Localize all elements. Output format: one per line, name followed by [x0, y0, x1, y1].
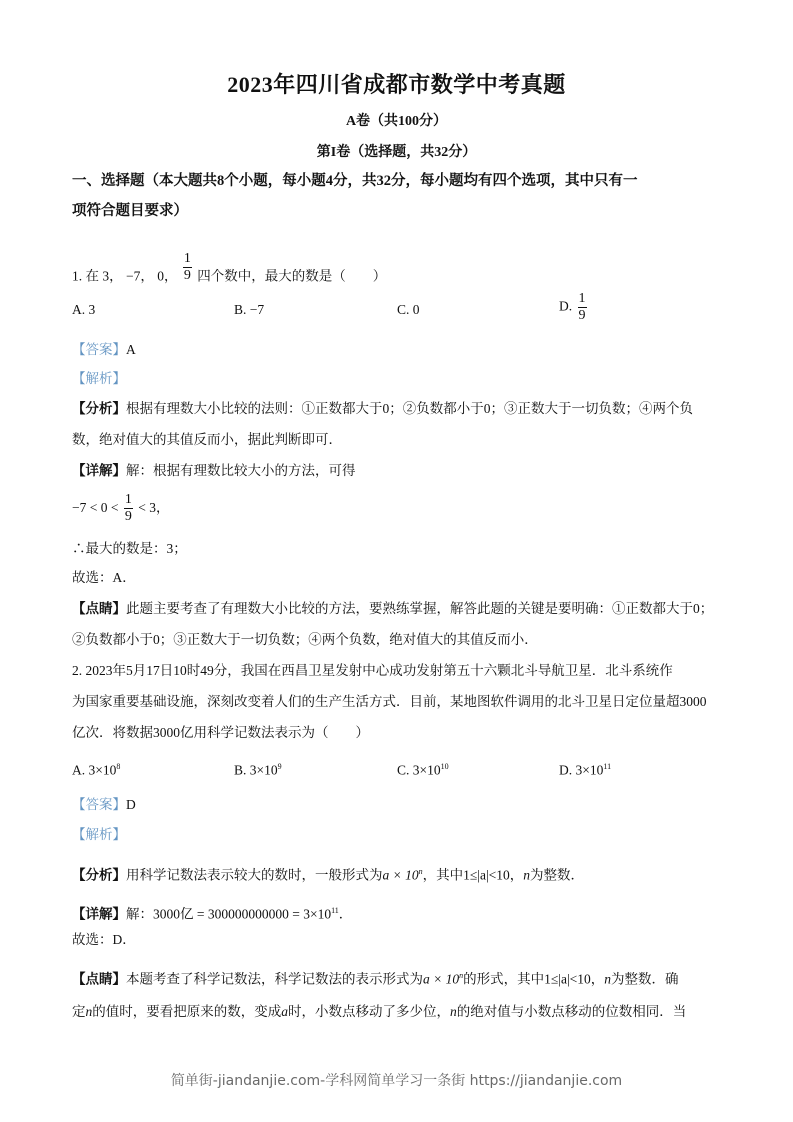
q2-xiangjie: 【详解】解：3000亿 = $300000000000 = 3\times 10^{11}$． — [72, 906, 353, 922]
q1-xiangjie: 【详解】解：根据有理数比较大小的方法，可得 — [72, 463, 356, 478]
q1-dianjing-line1: 【点睛】此题主要考查了有理数大小比较的方法，要熟练掌握，解答此题的关键是要明确：①正数都大于0； — [72, 601, 714, 616]
q1-option-b: B. −7 — [234, 302, 265, 317]
q2-stem-line3: 亿次．将数据3000亿用科学记数法表示为（ ） — [72, 725, 369, 740]
q1-suffix: 四个数中，最大的数是（ ） — [197, 268, 387, 284]
q2-stem-line1: 2. 2023年5月17日10时49分，我国在西昌卫星发射中心成功发射第五十六颗北斗导航卫星．北斗系统作 — [72, 663, 673, 678]
answer-tag: 【答案】 — [72, 342, 126, 357]
q2-answer: 【答案】D — [72, 797, 136, 812]
section-heading-line1: 一、选择题（本大题共8个小题，每小题4分，共32分，每小题均有四个选项，其中只有一 — [72, 173, 638, 189]
footer-watermark: 简单街-jiandanjie.com-学科网简单学习一条街 https://jiandanjie.com — [170, 1073, 623, 1089]
q1-fenxi-line1: 【分析】根据有理数大小比较的法则：①正数都大于0；②负数都小于0；③正数大于一切负数；④两个负 — [72, 401, 693, 416]
q1-answer — [72, 340, 732, 360]
subtitle-volume-a: A卷（共100分） — [345, 114, 448, 129]
section-heading-line2: 项符合题目要求） — [72, 203, 188, 219]
q1-option-c: C. 0 — [397, 302, 420, 317]
q1-option-a: A. 3 — [72, 302, 96, 317]
q1-analysis-tag: 【解析】 — [72, 371, 126, 386]
q1-dianjing-line2: ②负数都小于0；③正数大于一切负数；④两个负数，绝对值大的其值反而小． — [72, 632, 538, 647]
q1-choose: 故选：A． — [72, 570, 136, 585]
q1-inequality: −7 < 0 < $\frac{1}{9}$ < 3， — [72, 492, 170, 525]
answer-value: A — [126, 342, 136, 357]
q1-fenxi-line2: 数，绝对值大的其值反而小，据此判断即可． — [72, 432, 342, 447]
q2-choose: 故选：D． — [72, 932, 136, 947]
q2-option-a: A. $3\times 10^8$ — [72, 762, 121, 778]
q1-fraction: $\frac{1}{9}$ — [183, 251, 191, 283]
q1-option-d-fraction: $\frac{1}{9}$ — [578, 291, 586, 323]
section-heading — [72, 166, 722, 226]
q2-option-c: C. $3\times 10^{10}$ — [397, 762, 449, 778]
q2-stem-line2: 为国家重要基础设施，深刻改变着人们的生产生活方式．目前，某地图软件调用的北斗卫星日定位量超3000 — [72, 694, 707, 709]
q2-fenxi: 【分析】用科学记数法表示较大的数时，一般形式为$a \times 10^n$，其中1≤|a|<10，n为整数． — [72, 867, 585, 883]
q2-dianjing-line1: 【点睛】本题考查了科学记数法，科学记数法的表示形式为$a \times 10^n$的形式，其中1≤|a|<10，n为整数．确 — [72, 971, 679, 987]
question-1-stem — [72, 251, 732, 293]
q1-conclusion: ∴最大的数是：3； — [72, 541, 187, 556]
q2-option-d: D. $3\times 10^{11}$ — [559, 762, 612, 778]
q1-option-d: D. $\frac{1}{9}$ — [559, 291, 586, 323]
q1-numbers: 3， −7， 0， — [102, 268, 178, 284]
q2-option-b: B. $3\times 10^9$ — [234, 762, 282, 778]
q2-dianjing-line2: 定n的值时，要看把原来的数，变成a时，小数点移动了多少位，n的绝对值与小数点移动的位数相同．当 — [72, 1004, 687, 1019]
q2-analysis-tag: 【解析】 — [72, 827, 126, 842]
q1-prefix: 1. 在 — [72, 268, 99, 284]
page-title: 2023年四川省成都市数学中考真题 — [227, 72, 566, 97]
subtitle-part-1: 第I卷（选择题，共32分） — [316, 145, 477, 160]
